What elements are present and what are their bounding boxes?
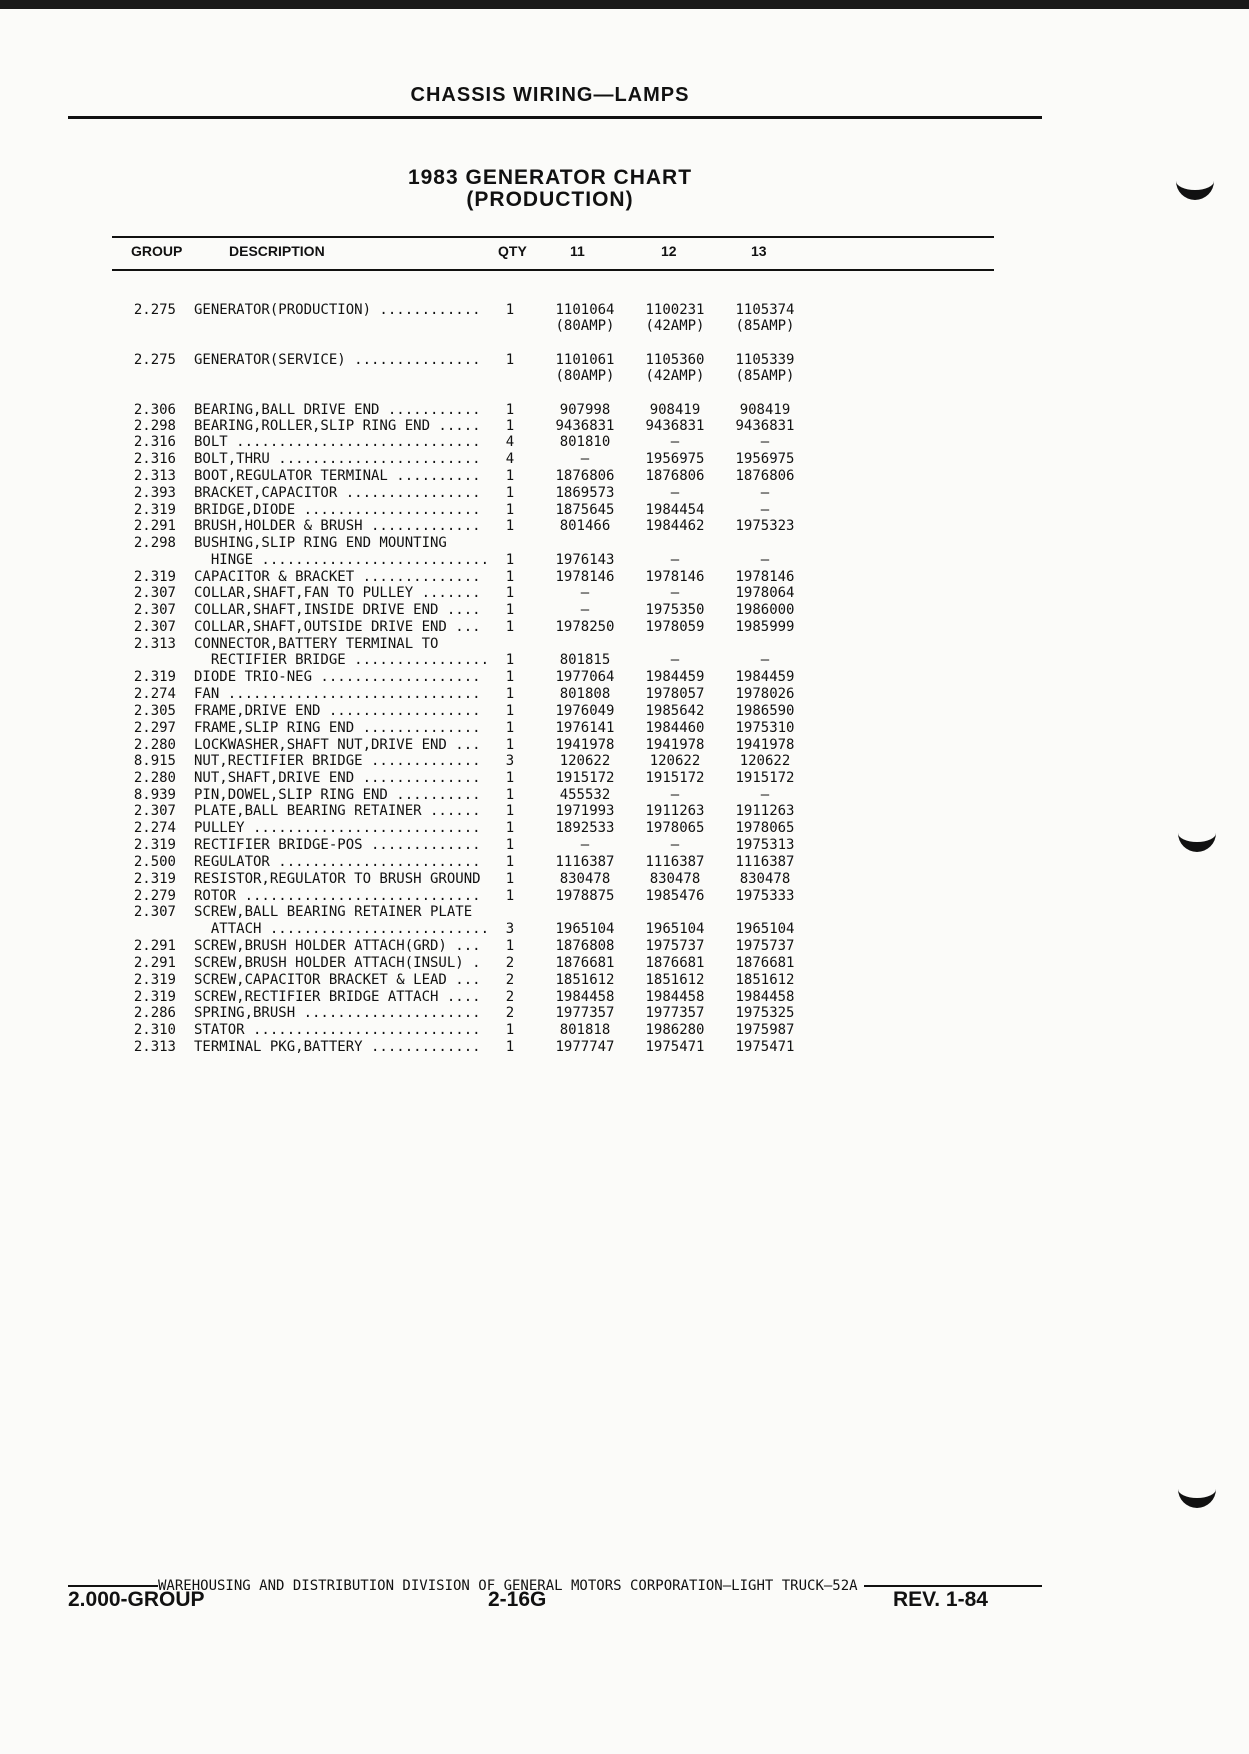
col-13-cell: 1984458 (735, 989, 795, 1005)
description-cell: SCREW,CAPACITOR BRACKET & LEAD ... (194, 972, 481, 988)
col-12-cell: 1975350 (645, 602, 705, 618)
col-12-cell: 1100231 (645, 302, 705, 318)
description-cell: LOCKWASHER,SHAFT NUT,DRIVE END ... (194, 737, 481, 753)
section-rule (68, 116, 1042, 119)
group-cell: 2.291 (133, 938, 176, 954)
col-12-cell: 830478 (649, 871, 701, 887)
description-cell: SCREW,BRUSH HOLDER ATTACH(INSUL) . (194, 955, 481, 971)
qty-cell: 3 (505, 753, 515, 769)
qty-cell: 1 (505, 938, 515, 954)
col-12-cell: 1965104 (645, 921, 705, 937)
group-cell: 2.297 (133, 720, 176, 736)
col-13-cell: 908419 (739, 402, 791, 418)
description-cell: SCREW,RECTIFIER BRIDGE ATTACH .... (194, 989, 481, 1005)
description-cell: REGULATOR ........................ (194, 854, 481, 870)
description-cell: BUSHING,SLIP RING END MOUNTING (194, 535, 447, 551)
group-cell: 2.319 (133, 569, 176, 585)
col-12-cell: — (670, 552, 680, 568)
col-13-cell: 9436831 (735, 418, 795, 434)
footer-page-number: 2-16G (488, 1588, 547, 1611)
description-cell: SCREW,BALL BEARING RETAINER PLATE (194, 904, 473, 920)
col-13-cell: 1876806 (735, 468, 795, 484)
col-13-cell: 1975471 (735, 1039, 795, 1055)
description-cell: NUT,RECTIFIER BRIDGE ............. (194, 753, 481, 769)
col-13-cell: — (760, 485, 770, 501)
chart-title (340, 167, 760, 211)
description-cell: FAN .............................. (194, 686, 481, 702)
col-13-cell: — (760, 552, 770, 568)
col-12-cell: 1985476 (645, 888, 705, 904)
col-11-cell: 1876806 (555, 468, 615, 484)
group-cell: 2.319 (133, 837, 176, 853)
col-13-cell: 1956975 (735, 451, 795, 467)
footer-rule-right (864, 1585, 1042, 1587)
col-11-cell: — (580, 585, 590, 601)
col-11-cell: 1941978 (555, 737, 615, 753)
qty-cell: 1 (505, 302, 515, 318)
col-12-cell: — (670, 485, 680, 501)
qty-cell: 1 (505, 820, 515, 836)
group-cell: 2.313 (133, 468, 176, 484)
description-cell: BEARING,ROLLER,SLIP RING END ..... (194, 418, 481, 434)
col-13-cell: 1975310 (735, 720, 795, 736)
col-13-cell: 830478 (739, 871, 791, 887)
description-cell: CONNECTOR,BATTERY TERMINAL TO (194, 636, 439, 652)
group-cell: 2.291 (133, 518, 176, 534)
col-13-cell: 1975987 (735, 1022, 795, 1038)
col-13-cell: (85AMP) (735, 368, 795, 384)
col-11-cell: (80AMP) (555, 318, 615, 334)
col-11-cell: 801815 (559, 652, 611, 668)
group-cell: 2.319 (133, 972, 176, 988)
description-cell: BOLT ............................. (194, 434, 481, 450)
group-cell: 2.298 (133, 418, 176, 434)
qty-cell: 1 (505, 837, 515, 853)
col-11-cell: 1976143 (555, 552, 615, 568)
description-cell: FRAME,DRIVE END .................. (194, 703, 481, 719)
description-cell: BRUSH,HOLDER & BRUSH ............. (194, 518, 481, 534)
group-cell: 8.939 (133, 787, 176, 803)
description-cell: RECTIFIER BRIDGE ................ (194, 652, 490, 668)
qty-cell: 4 (505, 451, 515, 467)
col-12-cell: — (670, 837, 680, 853)
description-cell: CAPACITOR & BRACKET .............. (194, 569, 481, 585)
group-cell: 2.316 (133, 451, 176, 467)
col-12-cell: 1975471 (645, 1039, 705, 1055)
col-13-cell: — (760, 787, 770, 803)
group-cell: 2.307 (133, 602, 176, 618)
col-12-cell: 1978057 (645, 686, 705, 702)
col-11-cell: — (580, 451, 590, 467)
group-cell: 2.307 (133, 904, 176, 920)
col-13-cell: 1975333 (735, 888, 795, 904)
col-12-cell: — (670, 434, 680, 450)
qty-cell: 1 (505, 737, 515, 753)
description-cell: GENERATOR(SERVICE) ............... (194, 352, 481, 368)
col-12-cell: 1984459 (645, 669, 705, 685)
col-11-cell: 1101064 (555, 302, 615, 318)
col-13-cell: 1941978 (735, 737, 795, 753)
col-12-cell: 1984458 (645, 989, 705, 1005)
qty-cell: 1 (505, 602, 515, 618)
header-qty: QTY (498, 243, 527, 259)
qty-cell: 1 (505, 502, 515, 518)
binder-hole-middle (1178, 818, 1216, 852)
col-12-cell: 1876806 (645, 468, 705, 484)
description-cell: BEARING,BALL DRIVE END ........... (194, 402, 481, 418)
qty-cell: 1 (505, 468, 515, 484)
col-12-cell: 1985642 (645, 703, 705, 719)
group-cell: 2.280 (133, 737, 176, 753)
col-11-cell: 1977357 (555, 1005, 615, 1021)
qty-cell: 1 (505, 669, 515, 685)
col-11-cell: 1116387 (555, 854, 615, 870)
header-col-11: 11 (570, 243, 585, 259)
footer-revision: REV. 1-84 (893, 1588, 988, 1611)
col-13-cell: 1975325 (735, 1005, 795, 1021)
footer-rule-left (68, 1585, 158, 1587)
group-cell: 2.298 (133, 535, 176, 551)
col-11-cell: — (580, 602, 590, 618)
col-12-cell: 1986280 (645, 1022, 705, 1038)
description-cell: BOLT,THRU ........................ (194, 451, 481, 467)
description-cell: COLLAR,SHAFT,INSIDE DRIVE END .... (194, 602, 481, 618)
qty-cell: 1 (505, 770, 515, 786)
section-title: CHASSIS WIRING—LAMPS (410, 84, 690, 106)
header-col-13: 13 (751, 243, 767, 259)
col-13-cell: 1986000 (735, 602, 795, 618)
col-13-cell: — (760, 434, 770, 450)
table-header-top-rule (112, 236, 994, 238)
col-11-cell: 801810 (559, 434, 611, 450)
col-12-cell: 1956975 (645, 451, 705, 467)
group-cell: 2.307 (133, 585, 176, 601)
qty-cell: 1 (505, 888, 515, 904)
description-cell: NUT,SHAFT,DRIVE END .............. (194, 770, 481, 786)
col-11-cell: 1978875 (555, 888, 615, 904)
qty-cell: 1 (505, 787, 515, 803)
group-cell: 2.306 (133, 402, 176, 418)
description-cell: DIODE TRIO-NEG ................... (194, 669, 481, 685)
qty-cell: 1 (505, 803, 515, 819)
scan-top-edge (0, 0, 1249, 9)
header-col-12: 12 (661, 243, 677, 259)
col-13-cell: 1105374 (735, 302, 795, 318)
group-cell: 2.393 (133, 485, 176, 501)
col-13-cell: 1116387 (735, 854, 795, 870)
col-11-cell: 120622 (559, 753, 611, 769)
col-13-cell: 1851612 (735, 972, 795, 988)
col-13-cell: — (760, 652, 770, 668)
qty-cell: 1 (505, 585, 515, 601)
col-13-cell: 1975737 (735, 938, 795, 954)
group-cell: 2.305 (133, 703, 176, 719)
description-cell: TERMINAL PKG,BATTERY ............. (194, 1039, 481, 1055)
col-11-cell: 801808 (559, 686, 611, 702)
col-13-cell: 1975313 (735, 837, 795, 853)
col-11-cell: 9436831 (555, 418, 615, 434)
col-11-cell: 1977064 (555, 669, 615, 685)
binder-hole-top (1176, 166, 1214, 200)
qty-cell: 1 (505, 854, 515, 870)
chart-title-line1: 1983 GENERATOR CHART (407, 166, 693, 189)
group-cell: 2.279 (133, 888, 176, 904)
col-13-cell: — (760, 502, 770, 518)
group-cell: 2.319 (133, 871, 176, 887)
description-cell: RESISTOR,REGULATOR TO BRUSH GROUND (194, 871, 481, 887)
col-12-cell: 1978065 (645, 820, 705, 836)
col-11-cell: 907998 (559, 402, 611, 418)
group-cell: 2.275 (133, 352, 176, 368)
col-13-cell: 1978146 (735, 569, 795, 585)
col-11-cell: 1869573 (555, 485, 615, 501)
col-12-cell: 1851612 (645, 972, 705, 988)
qty-cell: 1 (505, 485, 515, 501)
qty-cell: 2 (505, 989, 515, 1005)
group-cell: 2.274 (133, 686, 176, 702)
description-cell: SPRING,BRUSH ..................... (194, 1005, 481, 1021)
col-13-cell: 120622 (739, 753, 791, 769)
col-13-cell: 1975323 (735, 518, 795, 534)
col-12-cell: 1911263 (645, 803, 705, 819)
col-11-cell: 1875645 (555, 502, 615, 518)
description-cell: STATOR ........................... (194, 1022, 481, 1038)
qty-cell: 1 (505, 871, 515, 887)
group-cell: 2.310 (133, 1022, 176, 1038)
col-11-cell: 1965104 (555, 921, 615, 937)
qty-cell: 2 (505, 955, 515, 971)
col-11-cell: 830478 (559, 871, 611, 887)
col-12-cell: 9436831 (645, 418, 705, 434)
col-11-cell: 1977747 (555, 1039, 615, 1055)
qty-cell: 1 (505, 1039, 515, 1055)
qty-cell: 1 (505, 652, 515, 668)
col-11-cell: — (580, 837, 590, 853)
col-13-cell: 1911263 (735, 803, 795, 819)
col-11-cell: 1978250 (555, 619, 615, 635)
col-11-cell: 1101061 (555, 352, 615, 368)
col-13-cell: 1978026 (735, 686, 795, 702)
group-cell: 2.291 (133, 955, 176, 971)
col-11-cell: 1984458 (555, 989, 615, 1005)
group-cell: 2.307 (133, 803, 176, 819)
col-13-cell: 1876681 (735, 955, 795, 971)
col-12-cell: — (670, 585, 680, 601)
col-12-cell: 1978146 (645, 569, 705, 585)
col-11-cell: 455532 (559, 787, 611, 803)
footer-group: 2.000-GROUP (68, 1588, 205, 1611)
col-12-cell: 908419 (649, 402, 701, 418)
qty-cell: 1 (505, 1022, 515, 1038)
col-12-cell: 1975737 (645, 938, 705, 954)
col-13-cell: (85AMP) (735, 318, 795, 334)
col-11-cell: 1971993 (555, 803, 615, 819)
group-cell: 2.319 (133, 989, 176, 1005)
binder-hole-bottom (1178, 1474, 1216, 1508)
description-cell: ATTACH .......................... (194, 921, 490, 937)
col-11-cell: 1851612 (555, 972, 615, 988)
col-12-cell: 1977357 (645, 1005, 705, 1021)
description-cell: COLLAR,SHAFT,OUTSIDE DRIVE END ... (194, 619, 481, 635)
col-13-cell: 1915172 (735, 770, 795, 786)
col-11-cell: 1915172 (555, 770, 615, 786)
col-12-cell: — (670, 787, 680, 803)
group-cell: 2.319 (133, 502, 176, 518)
chart-title-line2: (PRODUCTION) (466, 188, 634, 211)
table-header-bottom-rule (112, 269, 994, 271)
qty-cell: 1 (505, 569, 515, 585)
description-cell: PLATE,BALL BEARING RETAINER ...... (194, 803, 481, 819)
group-cell: 2.286 (133, 1005, 176, 1021)
description-cell: BRACKET,CAPACITOR ................ (194, 485, 481, 501)
col-13-cell: 1985999 (735, 619, 795, 635)
col-11-cell: (80AMP) (555, 368, 615, 384)
description-cell: PULLEY ........................... (194, 820, 481, 836)
description-cell: RECTIFIER BRIDGE-POS ............. (194, 837, 481, 853)
col-11-cell: 1876808 (555, 938, 615, 954)
col-13-cell: 1984459 (735, 669, 795, 685)
qty-cell: 1 (505, 552, 515, 568)
description-cell: SCREW,BRUSH HOLDER ATTACH(GRD) ... (194, 938, 481, 954)
group-cell: 8.915 (133, 753, 176, 769)
group-cell: 2.274 (133, 820, 176, 836)
col-12-cell: 1984462 (645, 518, 705, 534)
col-13-cell: 1965104 (735, 921, 795, 937)
footer-division-text: WAREHOUSING AND DISTRIBUTION DIVISION OF GENERAL MOTORS CORPORATION—LIGHT TRUCK—52A (158, 1578, 858, 1594)
qty-cell: 1 (505, 720, 515, 736)
col-12-cell: 1978059 (645, 619, 705, 635)
col-11-cell: 1876681 (555, 955, 615, 971)
description-cell: HINGE ........................... (194, 552, 490, 568)
col-11-cell: 1976049 (555, 703, 615, 719)
col-13-cell: 1105339 (735, 352, 795, 368)
col-12-cell: 120622 (649, 753, 701, 769)
col-11-cell: 1978146 (555, 569, 615, 585)
col-12-cell: 1984460 (645, 720, 705, 736)
col-12-cell: — (670, 652, 680, 668)
col-12-cell: (42AMP) (645, 368, 705, 384)
description-cell: BRIDGE,DIODE ..................... (194, 502, 481, 518)
qty-cell: 1 (505, 686, 515, 702)
col-11-cell: 801466 (559, 518, 611, 534)
col-11-cell: 1976141 (555, 720, 615, 736)
group-cell: 2.275 (133, 302, 176, 318)
qty-cell: 4 (505, 434, 515, 450)
col-12-cell: 1105360 (645, 352, 705, 368)
col-12-cell: 1915172 (645, 770, 705, 786)
col-11-cell: 1892533 (555, 820, 615, 836)
col-12-cell: 1984454 (645, 502, 705, 518)
group-cell: 2.319 (133, 669, 176, 685)
description-cell: ROTOR ............................ (194, 888, 481, 904)
description-cell: COLLAR,SHAFT,FAN TO PULLEY ....... (194, 585, 481, 601)
col-13-cell: 1978065 (735, 820, 795, 836)
col-13-cell: 1986590 (735, 703, 795, 719)
header-description: DESCRIPTION (229, 243, 325, 259)
description-cell: GENERATOR(PRODUCTION) ............ (194, 302, 481, 318)
group-cell: 2.500 (133, 854, 176, 870)
group-cell: 2.313 (133, 1039, 176, 1055)
col-11-cell: 801818 (559, 1022, 611, 1038)
qty-cell: 1 (505, 518, 515, 534)
header-group: GROUP (131, 243, 183, 259)
qty-cell: 1 (505, 619, 515, 635)
col-12-cell: 1876681 (645, 955, 705, 971)
qty-cell: 1 (505, 703, 515, 719)
group-cell: 2.307 (133, 619, 176, 635)
col-13-cell: 1978064 (735, 585, 795, 601)
qty-cell: 2 (505, 1005, 515, 1021)
col-12-cell: 1116387 (645, 854, 705, 870)
qty-cell: 1 (505, 352, 515, 368)
qty-cell: 2 (505, 972, 515, 988)
qty-cell: 3 (505, 921, 515, 937)
group-cell: 2.313 (133, 636, 176, 652)
description-cell: FRAME,SLIP RING END .............. (194, 720, 481, 736)
group-cell: 2.280 (133, 770, 176, 786)
description-cell: PIN,DOWEL,SLIP RING END .......... (194, 787, 481, 803)
col-12-cell: 1941978 (645, 737, 705, 753)
col-12-cell: (42AMP) (645, 318, 705, 334)
qty-cell: 1 (505, 402, 515, 418)
group-cell: 2.316 (133, 434, 176, 450)
qty-cell: 1 (505, 418, 515, 434)
description-cell: BOOT,REGULATOR TERMINAL .......... (194, 468, 481, 484)
